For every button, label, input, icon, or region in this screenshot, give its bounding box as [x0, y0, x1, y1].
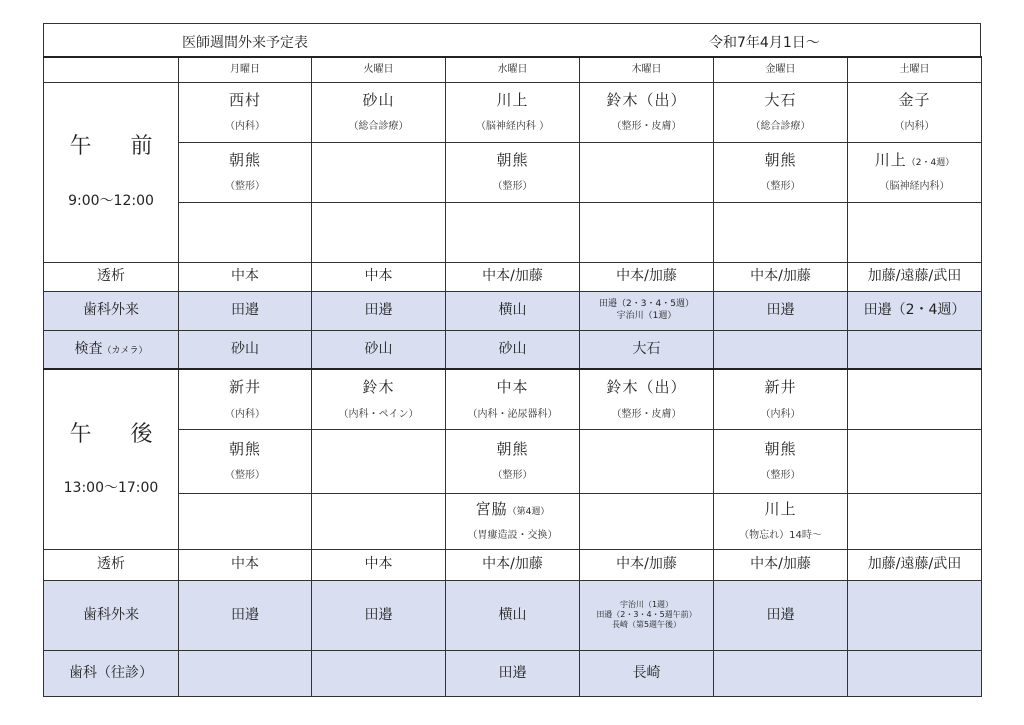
am-exam-label-cell: 検査（カメラ） — [44, 330, 179, 369]
am-slot1-sat: 金子 （内科） — [848, 82, 982, 142]
am-slot2-fri: 朝熊 （整形） — [714, 142, 848, 202]
am-slot3-sat — [848, 202, 982, 262]
pm-slot3-fri: 川上 （物忘れ）14時～ — [714, 493, 848, 549]
pm-dental-fri: 田邉 — [714, 580, 848, 650]
am-time: 9:00～12:00 — [68, 192, 154, 209]
am-exam-mon: 砂山 — [179, 330, 312, 369]
day-fri: 金曜日 — [714, 57, 848, 82]
pm-slot1-sat — [848, 369, 982, 429]
am-dialysis-fri: 中本/加藤 — [714, 262, 848, 291]
day-wed: 水曜日 — [446, 57, 580, 82]
pm-dialysis-mon: 中本 — [179, 549, 312, 580]
pm-dental-sat — [848, 580, 982, 650]
pm-home-mon — [179, 650, 312, 696]
pm-dialysis-thu: 中本/加藤 — [580, 549, 714, 580]
pm-home-thu: 長崎 — [580, 650, 714, 696]
schedule-table — [43, 56, 982, 697]
am-dialysis-tue: 中本 — [312, 262, 446, 291]
am-slot3-mon — [179, 202, 312, 262]
am-dialysis-wed: 中本/加藤 — [446, 262, 580, 291]
pm-dialysis-sat: 加藤/遠藤/武田 — [848, 549, 982, 580]
pm-dialysis-row — [44, 549, 982, 580]
pm-time: 13:00～17:00 — [63, 480, 159, 497]
pm-slot3-mon — [179, 493, 312, 549]
pm-slot3-thu — [580, 493, 714, 549]
pm-dental-label: 歯科外来 — [44, 580, 179, 650]
am-exam-sat — [848, 330, 982, 369]
pm-home-sat — [848, 650, 982, 696]
am-dialysis-sat: 加藤/遠藤/武田 — [848, 262, 982, 291]
am-dental-label: 歯科外来 — [44, 291, 179, 330]
am-slot1-mon: 西村 （内科） — [179, 82, 312, 142]
page-title: 医師週間外来予定表 — [182, 35, 308, 51]
am-dialysis-mon: 中本 — [179, 262, 312, 291]
am-dental-mon: 田邉 — [179, 291, 312, 330]
pm-slot2-thu — [580, 429, 714, 493]
am-dental-sat: 田邉（2・4週） — [848, 291, 982, 330]
effective-date: 令和7年4月1日～ — [709, 35, 820, 51]
corner-cell — [44, 57, 179, 82]
pm-label-cell — [44, 369, 179, 549]
am-dental-wed: 横山 — [446, 291, 580, 330]
pm-slot1-wed: 中本 （内科・泌尿器科） — [446, 369, 580, 429]
am-dialysis-row — [44, 262, 982, 291]
am-slot1-fri: 大石 （総合診療） — [714, 82, 848, 142]
pm-dialysis-wed: 中本/加藤 — [446, 549, 580, 580]
pm-slot2-tue — [312, 429, 446, 493]
am-slot3-row — [44, 202, 982, 262]
day-thu: 木曜日 — [580, 57, 714, 82]
am-slot3-thu — [580, 202, 714, 262]
pm-dental-tue: 田邉 — [312, 580, 446, 650]
am-dental-fri: 田邉 — [714, 291, 848, 330]
pm-slot1-fri: 新井 （内科） — [714, 369, 848, 429]
pm-slot2-row — [44, 429, 982, 493]
am-slot2-row — [44, 142, 982, 202]
pm-dental-thu: 宇治川（1週） 田邉（2・3・4・5週午前） 長崎（第5週午後） — [580, 580, 714, 650]
am-dental-row — [44, 291, 982, 330]
day-tue: 火曜日 — [312, 57, 446, 82]
pm-home-fri — [714, 650, 848, 696]
pm-dialysis-tue: 中本 — [312, 549, 446, 580]
am-slot2-tue — [312, 142, 446, 202]
pm-slot1-row — [44, 369, 982, 429]
am-slot1-thu: 鈴木（出） （整形・皮膚） — [580, 82, 714, 142]
pm-dental-wed: 横山 — [446, 580, 580, 650]
am-slot1-row — [44, 82, 982, 142]
pm-slot2-mon: 朝熊 （整形） — [179, 429, 312, 493]
day-mon: 月曜日 — [179, 57, 312, 82]
day-header-row — [44, 57, 982, 82]
am-slot3-wed — [446, 202, 580, 262]
am-exam-row — [44, 330, 982, 369]
pm-home-row — [44, 650, 982, 696]
day-sat: 土曜日 — [848, 57, 982, 82]
am-slot2-thu — [580, 142, 714, 202]
am-dialysis-label: 透析 — [44, 262, 179, 291]
am-slot1-wed: 川上 （脳神経内科 ） — [446, 82, 580, 142]
am-dental-tue: 田邉 — [312, 291, 446, 330]
am-exam-fri — [714, 330, 848, 369]
pm-slot1-tue: 鈴木 （内科・ペイン） — [312, 369, 446, 429]
pm-label: 午 後 — [69, 421, 169, 447]
am-slot2-wed: 朝熊 （整形） — [446, 142, 580, 202]
am-exam-tue: 砂山 — [312, 330, 446, 369]
am-exam-thu: 大石 — [580, 330, 714, 369]
am-exam-wed: 砂山 — [446, 330, 580, 369]
pm-home-tue — [312, 650, 446, 696]
pm-dialysis-label: 透析 — [44, 549, 179, 580]
am-slot3-tue — [312, 202, 446, 262]
pm-dental-row — [44, 580, 982, 650]
pm-slot3-tue — [312, 493, 446, 549]
pm-slot3-wed: 宮脇（第4週） （胃瘻造設・交換） — [446, 493, 580, 549]
pm-home-label: 歯科（往診） — [44, 650, 179, 696]
am-slot1-tue: 砂山 （総合診療） — [312, 82, 446, 142]
pm-dental-mon: 田邉 — [179, 580, 312, 650]
pm-slot2-sat — [848, 429, 982, 493]
title-bar — [43, 23, 981, 57]
pm-slot3-sat — [848, 493, 982, 549]
pm-slot1-thu: 鈴木（出） （整形・皮膚） — [580, 369, 714, 429]
am-dialysis-thu: 中本/加藤 — [580, 262, 714, 291]
pm-slot2-wed: 朝熊 （整形） — [446, 429, 580, 493]
am-label: 午 前 — [69, 134, 169, 160]
pm-dialysis-fri: 中本/加藤 — [714, 549, 848, 580]
pm-slot2-fri: 朝熊 （整形） — [714, 429, 848, 493]
pm-slot3-row — [44, 493, 982, 549]
am-label-cell — [44, 82, 179, 262]
pm-slot1-mon: 新井 （内科） — [179, 369, 312, 429]
am-slot2-mon: 朝熊 （整形） — [179, 142, 312, 202]
schedule-sheet — [43, 23, 981, 695]
pm-home-wed: 田邉 — [446, 650, 580, 696]
am-slot3-fri — [714, 202, 848, 262]
am-slot2-sat: 川上（2・4週） （脳神経内科） — [848, 142, 982, 202]
am-dental-thu: 田邉（2・3・4・5週） 宇治川（1週） — [580, 291, 714, 330]
